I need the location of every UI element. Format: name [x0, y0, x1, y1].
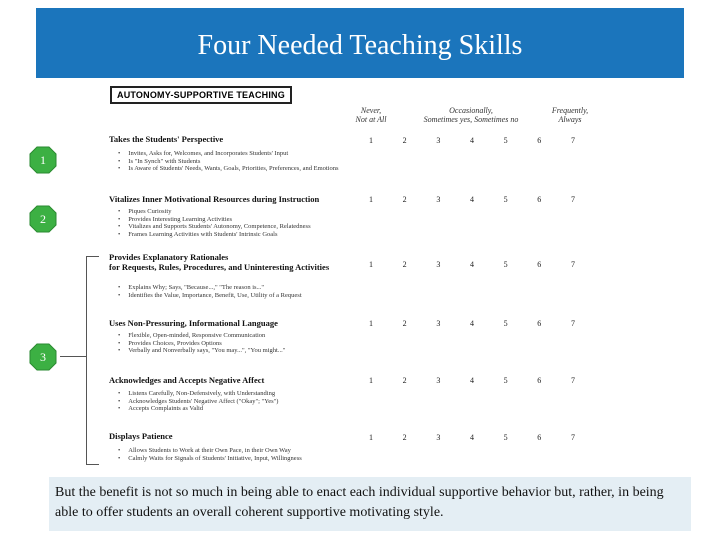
- section-title: Vitalizes Inner Motivational Resources during Instruction: [109, 194, 320, 204]
- slide-title-bar: [36, 8, 684, 78]
- list-item: • Verbally and Nonverbally says, "You may...", "You might...": [118, 347, 285, 355]
- behavior-list: [118, 390, 278, 413]
- behavior-list: [118, 447, 302, 462]
- list-item: • Calmly Waits for Signals of Students' Initiative, Input, Willingness: [118, 455, 302, 463]
- rating-scale-row: 1 2 3 4 5 6 7: [369, 376, 575, 385]
- behavior-list: [118, 284, 302, 299]
- caption-text: But the benefit is not so much in being able to enact each individual supportive behavior but, rather, in being able to offer students an overall coherent supportive motivating style.: [55, 485, 664, 520]
- form-header: AUTONOMY-SUPPORTIVE TEACHING: [110, 86, 292, 104]
- scale-label-low: Never, Not at All: [355, 106, 387, 124]
- rating-scale-row: 1 2 3 4 5 6 7: [369, 433, 575, 442]
- section-title: Displays Patience: [109, 431, 173, 441]
- step-marker-1: 1: [29, 146, 57, 174]
- section-title: Acknowledges and Accepts Negative Affect: [109, 375, 265, 385]
- list-item: • Allows Students to Work at their Own Pace, in their Own Way: [118, 447, 302, 455]
- behavior-list: [118, 150, 339, 173]
- rating-scale-row: 1 2 3 4 5 6 7: [369, 195, 575, 204]
- scanned-rating-form: [100, 82, 610, 470]
- list-item: • Piques Curiosity: [118, 208, 311, 216]
- slide-title: Four Needed Teaching Skills: [197, 30, 523, 61]
- rating-scale-row: 1 2 3 4 5 6 7: [369, 136, 575, 145]
- behavior-list: [118, 208, 311, 238]
- list-item: • Provides Interesting Learning Activities: [118, 216, 311, 224]
- step-marker-2: 2: [29, 205, 57, 233]
- list-item: • Listens Carefully, Non-Defensively, with Understanding: [118, 390, 278, 398]
- list-item: • Explains Why; Says, "Because...," "The reason is...": [118, 284, 302, 292]
- section-bracket: [86, 256, 99, 465]
- list-item: • Provides Choices, Provides Options: [118, 340, 285, 348]
- list-item: • Accepts Complaints as Valid: [118, 405, 278, 413]
- list-item: • Frames Learning Activities with Students' Intrinsic Goals: [118, 231, 311, 239]
- caption-box: [49, 477, 691, 531]
- scale-label-high: Frequently, Always: [551, 106, 589, 124]
- scale-label-mid: Occasionally, Sometimes yes, Sometimes no: [423, 106, 519, 124]
- list-item: • Is Aware of Students' Needs, Wants, Goals, Priorities, Preferences, and Emotions: [118, 165, 339, 173]
- bracket-connector: [60, 356, 86, 357]
- behavior-list: [118, 332, 285, 355]
- step-marker-3: 3: [29, 343, 57, 371]
- section-title: Uses Non-Pressuring, Informational Language: [109, 318, 278, 328]
- rating-scale-row: 1 2 3 4 5 6 7: [369, 319, 575, 328]
- list-item: • Acknowledges Students' Negative Affect ("Okay"; "Yes"): [118, 398, 278, 406]
- list-item: • Vitalizes and Supports Students' Autonomy, Competence, Relatedness: [118, 223, 311, 231]
- section-title: Provides Explanatory Rationales for Requests, Rules, Procedures, and Uninteresting Activities: [109, 252, 330, 272]
- list-item: • Is "In Synch" with Students: [118, 158, 339, 166]
- rating-scale-row: 1 2 3 4 5 6 7: [369, 260, 575, 269]
- list-item: • Identifies the Value, Importance, Benefit, Use, Utility of a Request: [118, 292, 302, 300]
- section-title: Takes the Students' Perspective: [109, 134, 224, 144]
- list-item: • Invites, Asks for, Welcomes, and Incorporates Students' Input: [118, 150, 339, 158]
- list-item: • Flexible, Open-minded, Responsive Communication: [118, 332, 285, 340]
